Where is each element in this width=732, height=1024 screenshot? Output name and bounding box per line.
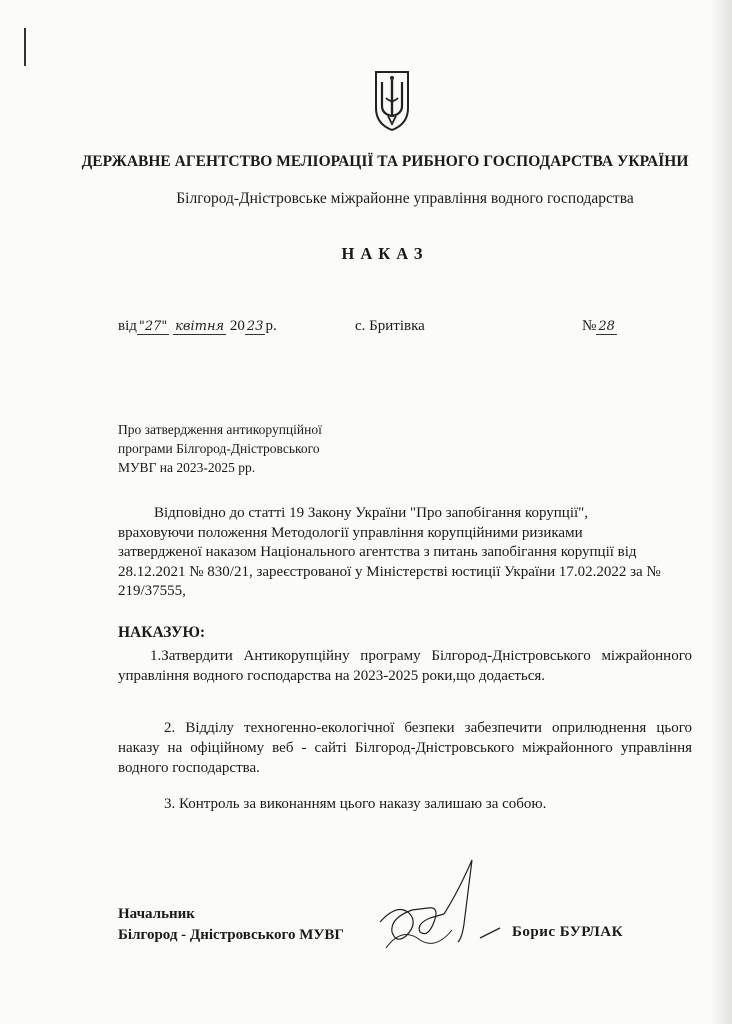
subject-line: програми Білгород-Дністровського	[118, 441, 320, 456]
order-subject	[118, 420, 358, 477]
page-edge-shadow	[710, 0, 732, 1024]
signatory-organization: Білгород - Дністровського МУВГ	[118, 927, 344, 943]
order-item-3: 3. Контроль за виконанням цього наказу залишаю за собою.	[164, 796, 547, 812]
date-day: "27"	[138, 319, 168, 334]
date-month: квітня	[175, 319, 225, 334]
subject-line: Про затвердження антикорупційної	[118, 422, 322, 437]
date-suffix: р.	[265, 318, 277, 334]
order-number	[582, 318, 617, 335]
order-item-1: 1.Затвердити Антикорупційну програму Білгород-Дністровського міжрайонного управління водного господарства на 2023-2025 роки,що додається.	[118, 648, 692, 684]
order-place: с. Бритівка	[355, 318, 425, 334]
date-year-prefix: 20	[229, 318, 245, 334]
signatory-name: Борис БУРЛАК	[512, 924, 624, 940]
order-heading: НАКАЗУЮ:	[118, 624, 206, 641]
department-name: Білгород-Дністровське міжрайонне управління водного господарства	[176, 190, 634, 207]
order-date	[118, 318, 277, 335]
legal-basis-text: Відповідно до статті 19 Закону України "Про запобігання корупції", враховуючи положення Методології управління корупційними ризиками затвердженої наказом Національного агентства з питань запобігання корупції від 28.12.2021 № 830/21, зареєстрованої у Міністерстві юстиції України 17.02.2022 за № 219/37555,	[118, 505, 661, 599]
scan-margin-mark	[24, 28, 26, 66]
legal-basis-paragraph	[118, 504, 666, 602]
date-year-suffix: 23	[246, 319, 264, 334]
signatory-title	[118, 904, 344, 946]
date-prefix: від	[118, 318, 137, 334]
number-value: 28	[598, 319, 615, 334]
signatory-position: Начальник	[118, 906, 195, 922]
subject-line: МУВГ на 2023-2025 рр.	[118, 460, 256, 475]
document-type: НАКАЗ	[341, 244, 429, 263]
handwritten-signature	[368, 852, 508, 962]
order-item-2: 2. Відділу техногенно-екологічної безпеки забезпечити оприлюднення цього наказу на офіційному веб - сайті Білгород-Дністровського міжрайонного управління водного господарства.	[118, 720, 692, 776]
agency-name: ДЕРЖАВНЕ АГЕНТСТВО МЕЛІОРАЦІЇ ТА РИБНОГО ГОСПОДАРСТВА УКРАЇНИ	[81, 153, 689, 170]
trident-coat-of-arms-icon	[372, 68, 412, 132]
number-prefix: №	[582, 318, 597, 334]
